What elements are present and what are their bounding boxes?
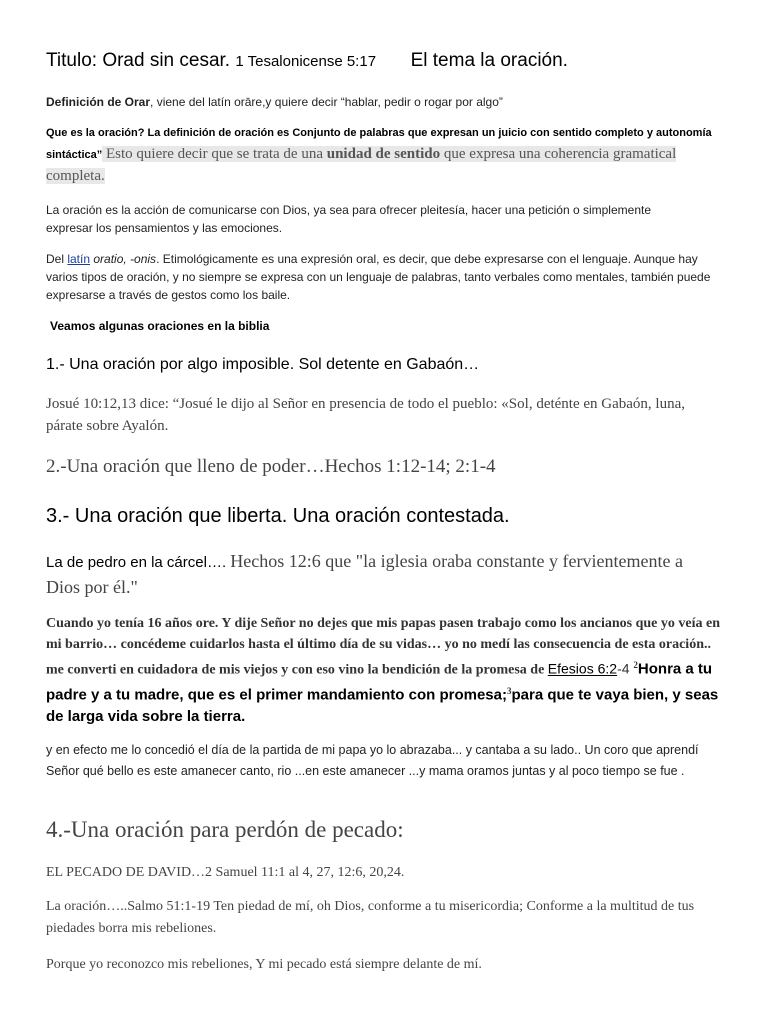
porque-line: Porque yo reconozco mis rebeliones, Y mi pecado está siempre delante de mí.: [46, 957, 482, 972]
title-main: Titulo: Orad sin cesar.: [46, 50, 231, 71]
action-paragraph: La oración es la acción de comunicarse con Dios, ya sea para ofrecer pleitesía, hacer una petición o simplemente expresar los pensamientos y las emociones.: [46, 203, 651, 235]
josue-paragraph: Josué 10:12,13 dice: “Josué le dijo al Señor en presencia de todo el pueblo: «Sol, deténte en Gabaón, luna, párate sobre Ayalón.: [46, 396, 686, 434]
heading-2: 2.-Una oración que lleno de poder…Hechos 1:12-14; 2:1-4: [46, 456, 496, 477]
efesios-reference[interactable]: Efesios 6:2: [547, 660, 618, 677]
testimony-paragraph: Cuando yo tenía 16 años ore. Y dije Señor no dejes que mis papas pasen trabajo como los ancianos que yo veía en mi barrio… concédeme cuidarlos hasta el último día de su vidas… yo no medí las consecuencia de esta oración.. me converti en cuidadora de mis viejos y con eso vino la bendición de la promesa de Efesios 6:2-4 $^2$Honra a tu padre y a tu madre, que es el primer mandamiento con promesa;$^3$para que te vaya bien, y seas de larga vida sobre la tierra.: [46, 616, 721, 726]
definition-label: Definición de Orar: [46, 95, 151, 109]
heading-1: 1.- Una oración por algo imposible. Sol detente en Gabaón…: [46, 356, 480, 373]
title-theme: El tema la oración.: [410, 50, 568, 71]
david-line: EL PECADO DE DAVID…2 Samuel 11:1 al 4, 27, 12:6, 20,24.: [46, 865, 405, 880]
salmo-paragraph: La oración…..Salmo 51:1-19 Ten piedad de mí, oh Dios, conforme a tu misericordia; Conforme a la multitud de tus piedades borra mis rebeliones.: [46, 899, 695, 936]
pedro-paragraph: La de pedro en la cárcel…. Hechos 12:6 que "la iglesia oraba constante y fervientemente a Dios por él.": [46, 551, 683, 597]
title-reference: 1 Tesalonicense 5:17: [235, 53, 377, 70]
heading-3: 3.- Una oración que liberta. Una oración contestada.: [46, 505, 510, 527]
definition-text: , viene del latín orāre,y quiere decir “hablar, pedir o rogar por algo”: [150, 95, 503, 109]
what-is-paragraph: [46, 123, 712, 187]
veamos-line: Veamos algunas oraciones en la biblia: [50, 319, 270, 333]
latin-paragraph: Del latín oratio, -onis. Etimológicamente es una expresión oral, es decir, que debe expresarse con el lenguaje. Aunque hay varios tipos de oración, y no siempre se expresa con un lenguaje de palabras, tanto verbales como mentales, también puede expresarse a través de gestos como los baile.: [46, 252, 711, 302]
latin-link[interactable]: latín: [67, 252, 91, 266]
what-is-highlight: Esto quiere decir que se trata de una unidad de sentido que expresa una coherencia gramatical completa.: [46, 146, 677, 184]
testimony-continuation: y en efecto me lo concedió el día de la partida de mi papa yo lo abrazaba... y cantaba a su lado.. Un coro que aprendí Señor qué bello es este amanecer canto, rio ...en este amanecer ...y mama oramos juntas y al poco tiempo se fue .: [46, 743, 699, 778]
heading-4: 4.-Una oración para perdón de pecado:: [46, 817, 404, 842]
definition-paragraph: [46, 93, 728, 111]
what-is-bold: Que es la oración? La definición de oración es Conjunto de palabras que expresan un juicio con sentido completo y autonomía sintáctica”: [46, 127, 712, 161]
document-title: [46, 50, 728, 72]
